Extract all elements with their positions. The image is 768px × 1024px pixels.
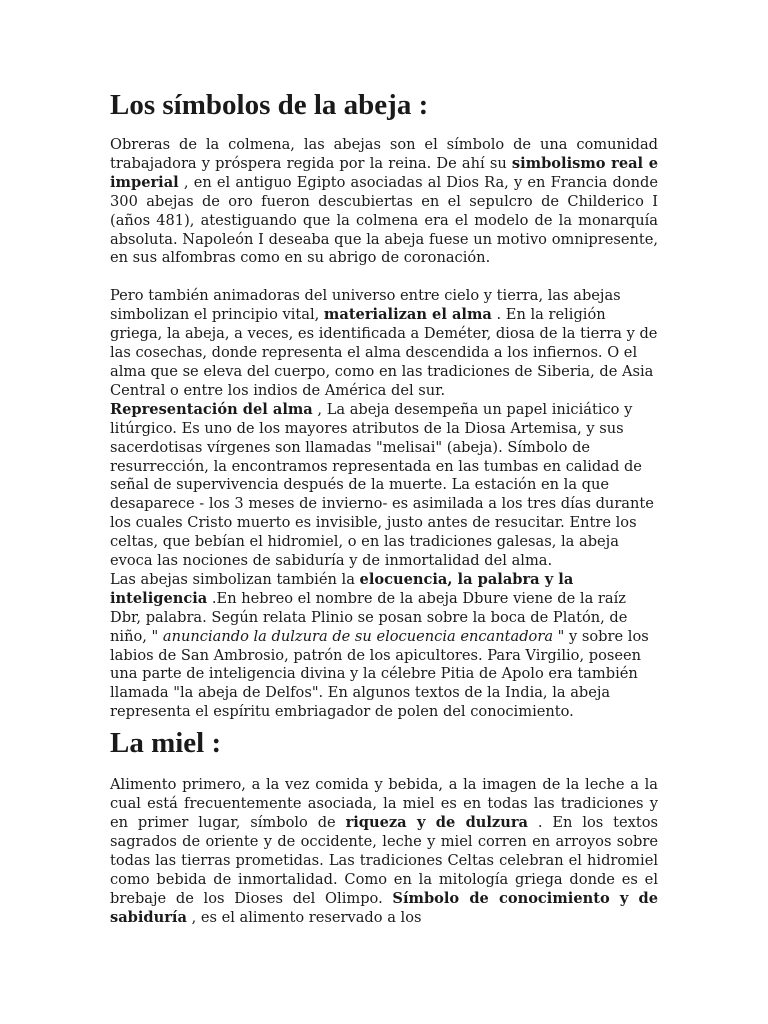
italic-quote-plinio: anunciando la dulzura de su elocuencia encantadora [162,627,554,645]
text-run: . En la religión griega, la abeja, a veces, es identificada a Deméter, diosa de la tierra y de las cosechas, donde representa el alma descendida a los infiernos. O el alma que se eleva del cuerpo, como en las tradiciones de Siberia, de Asia Central o entre los indios de América del sur. [110,306,658,399]
text-run: , La abeja desempeña un papel iniciático y litúrgico. Es uno de los mayores atributos de la Diosa Artemisa, y sus sacerdotisas vírgenes son llamadas "melisai" (abeja). Símbolo de resurrección, la encontramos representada en las tumbas en calidad de señal de supervivencia después de la muerte. La estación en la que desaparece - los 3 meses de invierno- es asimilada a los tres días durante los cuales Cristo muerto es invisible, justo antes de resucitar. Entre los celtas, que bebían el hidromiel, o en las tradiciones galesas, la abeja evoca las nociones de sabiduría y de inmortalidad del alma. [110,400,654,570]
paragraph-miel [110,776,658,927]
document-page [110,88,658,927]
paragraph-elocuencia [110,571,658,722]
text-run: Pero también animadoras del universo entre cielo y tierra, las abejas simbolizan el principio vital, [110,287,621,324]
bold-simbolismo-real: simbolismo real e imperial [110,154,658,191]
bold-riqueza-dulzura: riqueza y de dulzura [345,814,528,831]
bold-materializan-alma: materializan el alma [323,306,492,324]
bold-simbolo-conocimiento: Símbolo de conocimiento y de sabiduría [110,889,658,926]
text-run: . En los textos sagrados de oriente y de occidente, leche y miel corren en arroyos sobre todas las tierras prometidas. Las tradiciones Celtas celebran el hidromiel como bebida de inmortalidad. Como en la mitología griega donde es el brebaje de los Dioses del Olimpo. [110,814,659,907]
bold-representacion-alma: Representación del alma [110,400,313,418]
text-run: " y sobre los labios de San Ambrosio, patrón de los apicultores. Para Virgilio, poseen una parte de inteligencia divina y la célebre Pitia de Apolo era también llamada "la abeja de Delfos". En algunos textos de la India, la abeja representa el espíritu embriagador de polen del conocimiento. [110,627,649,721]
heading-la-miel: La miel : [110,727,222,760]
bold-elocuencia: elocuencia, la palabra y la inteligencia [110,570,574,607]
text-run: Obreras de la colmena, las abejas son el símbolo de una comunidad trabajadora y próspera regida por la reina. De ahí su [110,136,658,172]
text-run: Las abejas simbolizan también la [110,570,360,588]
heading-simbolos-abeja: Los símbolos de la abeja : [110,89,429,121]
text-run: , es el alimento reservado a los [186,908,422,926]
text-run: , en el antiguo Egipto asociadas al Dios Ra, y en Francia donde 300 abejas de oro fueron descubiertas en el sepulcro de Childerico I (años 481), atestiguando que la colmena era el modelo de la monarquía absoluta. Napoleón I deseaba que la abeja fuese un motivo omnipresente, en sus alfombras como en su abrigo de coronación. [110,173,658,267]
text-run: .En hebreo el nombre de la abeja Dbure viene de la raíz Dbr, palabra. Según relata Plinio se posan sobre la boca de Platón, de niño, " [110,589,628,645]
paragraph-colmena [110,136,658,268]
paragraph-representacion-alma [110,401,658,571]
paragraph-animadoras [110,287,658,400]
text-run: Alimento primero, a la vez comida y bebida, a la imagen de la leche a la cual está frecuentemente asociada, la miel es en todas las tradiciones y en primer lugar, símbolo de [110,776,658,831]
